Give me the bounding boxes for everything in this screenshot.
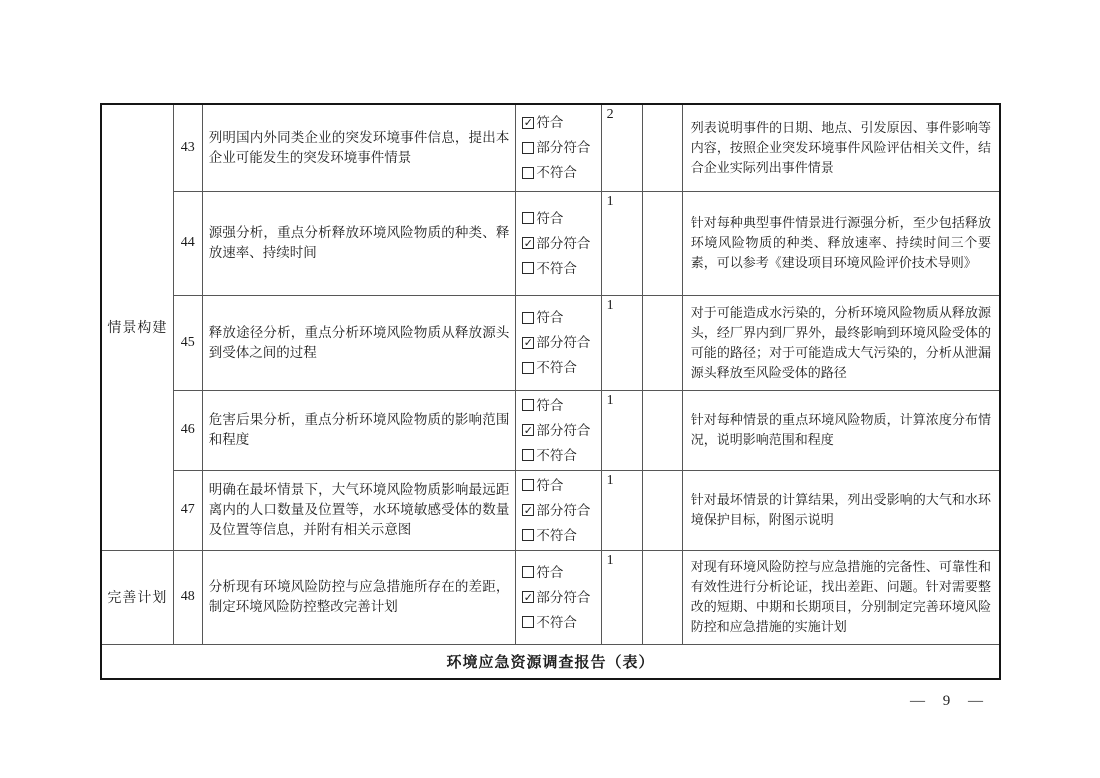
row-number: 46 <box>173 390 202 470</box>
checkbox-label: 不符合 <box>536 527 577 543</box>
row-number: 48 <box>173 550 202 644</box>
checkbox-option <box>522 206 598 231</box>
evaluation-table <box>100 103 1001 680</box>
checkbox-label: 部分符合 <box>536 140 591 156</box>
checkbox-group <box>516 295 601 390</box>
checkbox-option <box>522 443 598 468</box>
checkbox-label: 符合 <box>536 397 564 413</box>
score-cell: 1 <box>601 191 642 295</box>
blank-cell <box>642 390 682 470</box>
criterion-description: 源强分析，重点分析释放环境风险物质的种类、释放速率、持续时间 <box>202 191 516 295</box>
checkbox-label: 部分符合 <box>536 422 591 438</box>
row-number: 45 <box>173 295 202 390</box>
checkbox-group <box>516 390 601 470</box>
score-cell: 1 <box>601 470 642 550</box>
checkbox-option <box>522 523 598 548</box>
score-cell: 1 <box>601 390 642 470</box>
checkbox-label: 不符合 <box>536 260 577 276</box>
checkbox-checked-icon: ✓ <box>523 423 534 437</box>
checkbox-unchecked-icon <box>522 479 534 491</box>
checkbox-unchecked-icon <box>522 212 534 224</box>
row-number: 47 <box>173 470 202 550</box>
checkbox-unchecked-icon <box>522 312 534 324</box>
checkbox-label: 部分符合 <box>536 235 591 251</box>
checkbox-checked-icon: ✓ <box>523 336 534 349</box>
note-cell: 针对最坏情景的计算结果，列出受影响的大气和水环境保护目标，附图示说明 <box>682 470 1000 550</box>
checkbox-option <box>522 393 598 418</box>
checkbox-group <box>516 550 601 644</box>
checkbox-label: 符合 <box>536 210 564 226</box>
page-number: — 9 — <box>910 693 985 709</box>
checkbox-option <box>522 418 598 443</box>
section-title: 环境应急资源调查报告（表） <box>101 644 1000 679</box>
checkbox-unchecked-icon <box>522 529 534 541</box>
blank-cell <box>642 550 682 644</box>
table-row <box>101 470 1000 550</box>
checkbox-checked-icon: ✓ <box>523 236 534 250</box>
checkbox-option <box>522 473 598 498</box>
blank-cell <box>642 295 682 390</box>
checkbox-option <box>522 135 598 160</box>
checkbox-unchecked-icon <box>522 616 534 628</box>
table-row <box>101 550 1000 644</box>
criterion-description: 列明国内外同类企业的突发环境事件信息，提出本企业可能发生的突发环境事件情景 <box>202 104 516 191</box>
criterion-description: 明确在最坏情景下，大气环境风险物质影响最远距离内的人口数量及位置等，水环境敏感受体的数量及位置等信息，并附有相关示意图 <box>202 470 516 550</box>
checkbox-label: 符合 <box>536 477 564 493</box>
checkbox-option <box>522 330 598 355</box>
note-cell: 对现有环境风险防控与应急措施的完备性、可靠性和有效性进行分析论证，找出差距、问题。针对需要整改的短期、中期和长期项目，分别制定完善环境风险防控和应急措施的实施计划 <box>682 550 1000 644</box>
score-cell: 1 <box>601 295 642 390</box>
checkbox-option <box>522 560 598 585</box>
checkbox-option <box>522 610 598 635</box>
checkbox-label: 符合 <box>536 115 564 131</box>
checkbox-unchecked-icon <box>522 362 534 374</box>
checkbox-option <box>522 305 598 330</box>
checkbox-unchecked-icon <box>522 142 534 154</box>
blank-cell <box>642 470 682 550</box>
checkbox-checked-icon: ✓ <box>523 590 534 604</box>
checkbox-option <box>522 256 598 281</box>
checkbox-option <box>522 498 598 523</box>
checkbox-group <box>516 104 601 191</box>
criterion-description: 释放途径分析，重点分析环境风险物质从释放源头到受体之间的过程 <box>202 295 516 390</box>
note-cell: 列表说明事件的日期、地点、引发原因、事件影响等内容，按照企业突发环境事件风险评估相关文件，结合企业实际列出事件情景 <box>682 104 1000 191</box>
checkbox-label: 符合 <box>536 310 564 325</box>
checkbox-label: 符合 <box>536 564 564 580</box>
checkbox-label: 部分符合 <box>536 589 591 605</box>
checkbox-option <box>522 160 598 185</box>
checkbox-label: 不符合 <box>536 165 577 181</box>
checkbox-label: 不符合 <box>536 447 577 463</box>
checkbox-unchecked-icon <box>522 399 534 411</box>
category-cell-improvement-plan: 完善计划 <box>101 550 173 644</box>
checkbox-label: 部分符合 <box>536 502 591 518</box>
checkbox-checked-icon: ✓ <box>523 116 534 130</box>
checkbox-group <box>516 470 601 550</box>
checkbox-option <box>522 231 598 256</box>
checkbox-option <box>522 355 598 380</box>
checkbox-option <box>522 110 598 135</box>
table-row <box>101 191 1000 295</box>
blank-cell <box>642 104 682 191</box>
criterion-description: 分析现有环境风险防控与应急措施所存在的差距，制定环境风险防控整改完善计划 <box>202 550 516 644</box>
blank-cell <box>642 191 682 295</box>
checkbox-option <box>522 585 598 610</box>
note-cell: 针对每种情景的重点环境风险物质，计算浓度分布情况，说明影响范围和程度 <box>682 390 1000 470</box>
table-footer-row <box>101 644 1000 679</box>
checkbox-unchecked-icon <box>522 449 534 461</box>
checkbox-unchecked-icon <box>522 566 534 578</box>
checkbox-label: 不符合 <box>536 360 577 375</box>
checkbox-checked-icon: ✓ <box>523 503 534 517</box>
checkbox-unchecked-icon <box>522 262 534 274</box>
checkbox-label: 不符合 <box>536 614 577 630</box>
checkbox-label: 部分符合 <box>536 335 591 350</box>
row-number: 43 <box>173 104 202 191</box>
checkbox-unchecked-icon <box>522 167 534 179</box>
score-cell: 2 <box>601 104 642 191</box>
table-row <box>101 104 1000 191</box>
criterion-description: 危害后果分析，重点分析环境风险物质的影响范围和程度 <box>202 390 516 470</box>
note-cell: 对于可能造成水污染的，分析环境风险物质从释放源头，经厂界内到厂界外，最终影响到环境风险受体的可能的路径；对于可能造成大气污染的，分析从泄漏源头释放至风险受体的路径 <box>682 295 1000 390</box>
table-row <box>101 390 1000 470</box>
row-number: 44 <box>173 191 202 295</box>
checkbox-group <box>516 191 601 295</box>
category-cell-scenario-building: 情景构建 <box>101 104 173 550</box>
note-cell: 针对每种典型事件情景进行源强分析，至少包括释放环境风险物质的种类、释放速率、持续时间三个要素，可以参考《建设项目环境风险评价技术导则》 <box>682 191 1000 295</box>
table-row <box>101 295 1000 390</box>
score-cell: 1 <box>601 550 642 644</box>
